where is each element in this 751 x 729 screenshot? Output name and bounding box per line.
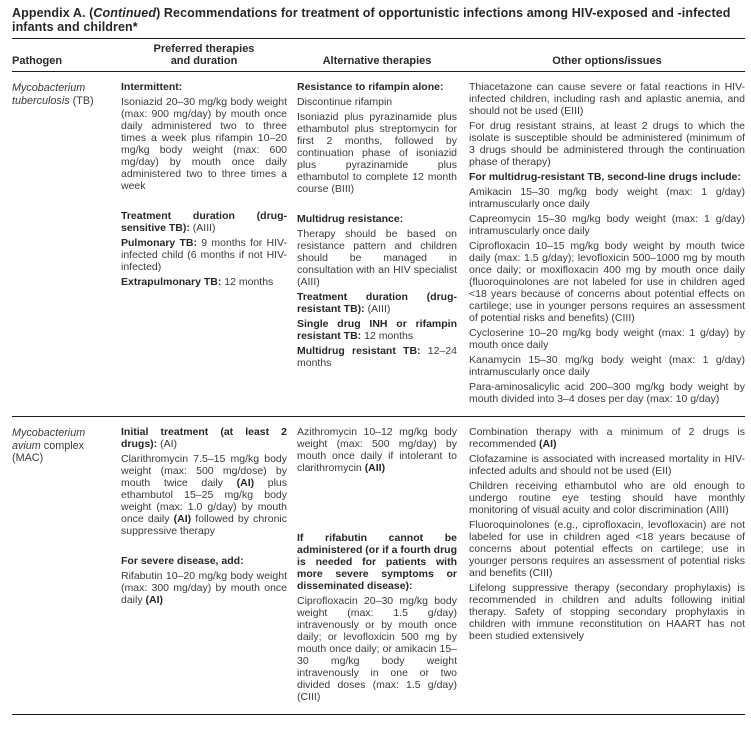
para: Resistance to rifampin alone: (297, 81, 444, 93)
para: Treatment duration (drug-resistant TB): (AIII) (297, 291, 457, 315)
para: Ciprofloxacin 10–15 mg/kg body weight by mouth twice daily (max: 1.5 g/day); levofloxicin 500–1000 mg by mouth once daily; or moxifloxacin 400 mg by mouth once daily (fluoroquinolones are not labeled for use in children aged <18 years because of concerns about potential effects on cartilege; use in younger persons requires an assessment of potential risks and benefits) (CIII) (469, 240, 745, 324)
para: For drug resistant strains, at least 2 drugs to which the isolate is susceptible should be administered (minimum of 3 drugs should be administered through the continuation phase of therapy) (469, 120, 745, 168)
header-preferred-therapies (121, 43, 287, 67)
footnote-marker: * (132, 19, 138, 34)
pathogen-cell-tb (12, 81, 115, 405)
para: Multidrug resistance: (297, 213, 404, 225)
pathogen-cell-mac (12, 426, 115, 703)
para: If rifabutin cannot be administered (or if a fourth drug is needed for patients with more severe symptoms or disseminated disease): (297, 532, 457, 592)
para: Cycloserine 10–20 mg/kg body weight (max: 1 g/day) by mouth once daily (469, 327, 745, 351)
header-alternative-therapies: Alternative therapies (322, 55, 432, 67)
para: Thiacetazone can cause severe or fatal reactions in HIV-infected children, including rash and aplastic anemia, and should not be used (EIII) (469, 81, 745, 117)
para: Rifabutin 10–20 mg/kg body weight (max: 300 mg/day) by mouth once daily (AI) (121, 570, 287, 606)
preferred-cell-tb (121, 81, 287, 405)
para: Kanamycin 15–30 mg/kg body weight (max: 1 g/day) intramuscularly once daily (469, 354, 745, 378)
alternative-cell-tb (297, 81, 457, 405)
title-continued: Continued (93, 6, 157, 20)
para: Pulmonary TB: 9 months for HIV-infected child (6 months if not HIV-infected) (121, 237, 287, 273)
para: Azithromycin 10–12 mg/kg body weight (max: 500 mg/day) by mouth once daily if intolerant to clarithromycin (AII) (297, 426, 457, 474)
para: Multidrug resistant TB: 12–24 months (297, 345, 457, 369)
table-header-row (12, 39, 745, 71)
para: Extrapulmonary TB: 12 months (121, 276, 274, 288)
title-text-1: Appendix A. ( (12, 6, 94, 20)
para: For severe disease, add: (121, 555, 244, 567)
para: Isoniazid plus pyrazinamide plus ethambutol plus streptomycin for first 2 months, followed by continuation phase of isoniazid plus pyrazinamide plus ethambutol to complete 12 month course (BIII) (297, 111, 457, 195)
other-cell-mac (469, 426, 745, 703)
para: Para-aminosalicylic acid 200–300 mg/kg body weight by mouth divided into 3–4 doses per day (max: 10 g/day) (469, 381, 745, 405)
pathogen-name-rest: (TB) (69, 94, 94, 107)
para: Clofazamine is associated with increased mortality in HIV-infected adults and should not be used (EII) (469, 453, 745, 477)
pathogen-name-italic: Mycobacterium tuberculosis (12, 82, 86, 107)
para: For multidrug-resistant TB, second-line drugs include: (469, 171, 741, 183)
header-preferred-therapies-text: Preferred therapies and duration (153, 43, 255, 67)
table-row-mac (12, 417, 745, 715)
para: Isoniazid 20–30 mg/kg body weight (max: 900 mg/day) by mouth once daily administered two to three times a week plus rifampin 10–20 mg/kg body weight (max: 600 mg/day) by mouth once daily administered two to three times a week (121, 96, 287, 192)
para: Discontinue rifampin (297, 96, 393, 108)
para: Lifelong suppressive therapy (secondary prophylaxis) is recommended in children and adults following initial therapy. Safety of stopping secondary prophylaxis in children with immune reconstitution on HAART has not been studied extensively (469, 582, 745, 642)
alternative-cell-mac (297, 426, 457, 703)
pathogen-name-italic: Mycobacterium avium (12, 427, 86, 452)
pathogen-name-rest: complex (MAC) (12, 439, 85, 464)
para: Fluoroquinolones (e.g., ciprofloxacin, levofloxacin) are not labeled for use in children aged <18 years because of concerns about potential effects on cartilege; use in younger persons requires an assessment of potential risks and benefits (CIII) (469, 519, 745, 579)
para: Single drug INH or rifampin resistant TB: 12 months (297, 318, 457, 342)
para: Initial treatment (at least 2 drugs): (AI) (121, 426, 287, 450)
table-row-tuberculosis (12, 72, 745, 417)
para: Ciprofloxacin 20–30 mg/kg body weight (max: 1.5 g/day) intravenously or by mouth once daily; or levofloxicin 500 mg by mouth once daily; or amikacin 15–30 mg/kg body weight intravenously in one or two divided doses (max: 1.5 g/day) (CIII) (297, 595, 457, 703)
other-cell-tb (469, 81, 745, 405)
para: Amikacin 15–30 mg/kg body weight (max: 1 g/day) intramuscularly once daily (469, 186, 745, 210)
title-text-2: ) Recommendations for treatment of opportunistic infections among HIV-exposed and -infected infants and children (12, 6, 731, 34)
para: Clarithromycin 7.5–15 mg/kg body weight (max: 500 mg/dose) by mouth twice daily (AI) plus ethambutol 15–25 mg/kg body weight (max: 1.0 g/day) by mouth once daily (AI) followed by chronic suppressive therapy (121, 453, 288, 537)
para: Capreomycin 15–30 mg/kg body weight (max: 1 g/day) intramuscularly once daily (469, 213, 745, 237)
para: Therapy should be based on resistance pattern and children should be managed in consultation with an HIV specialist (AIII) (297, 228, 457, 288)
para: Treatment duration (drug-sensitive TB): (AIII) (121, 210, 287, 234)
para: Combination therapy with a minimum of 2 drugs is recommended (AI) (469, 426, 745, 450)
para: Children receiving ethambutol who are old enough to undergo routine eye testing should have monthly monitoring of visual acuity and color discrimination (AIII) (469, 480, 745, 516)
header-pathogen: Pathogen (12, 55, 63, 67)
page-title (12, 7, 749, 34)
header-other-options: Other options/issues (552, 55, 662, 67)
para: Intermittent: (121, 81, 183, 93)
preferred-cell-mac (121, 426, 287, 703)
